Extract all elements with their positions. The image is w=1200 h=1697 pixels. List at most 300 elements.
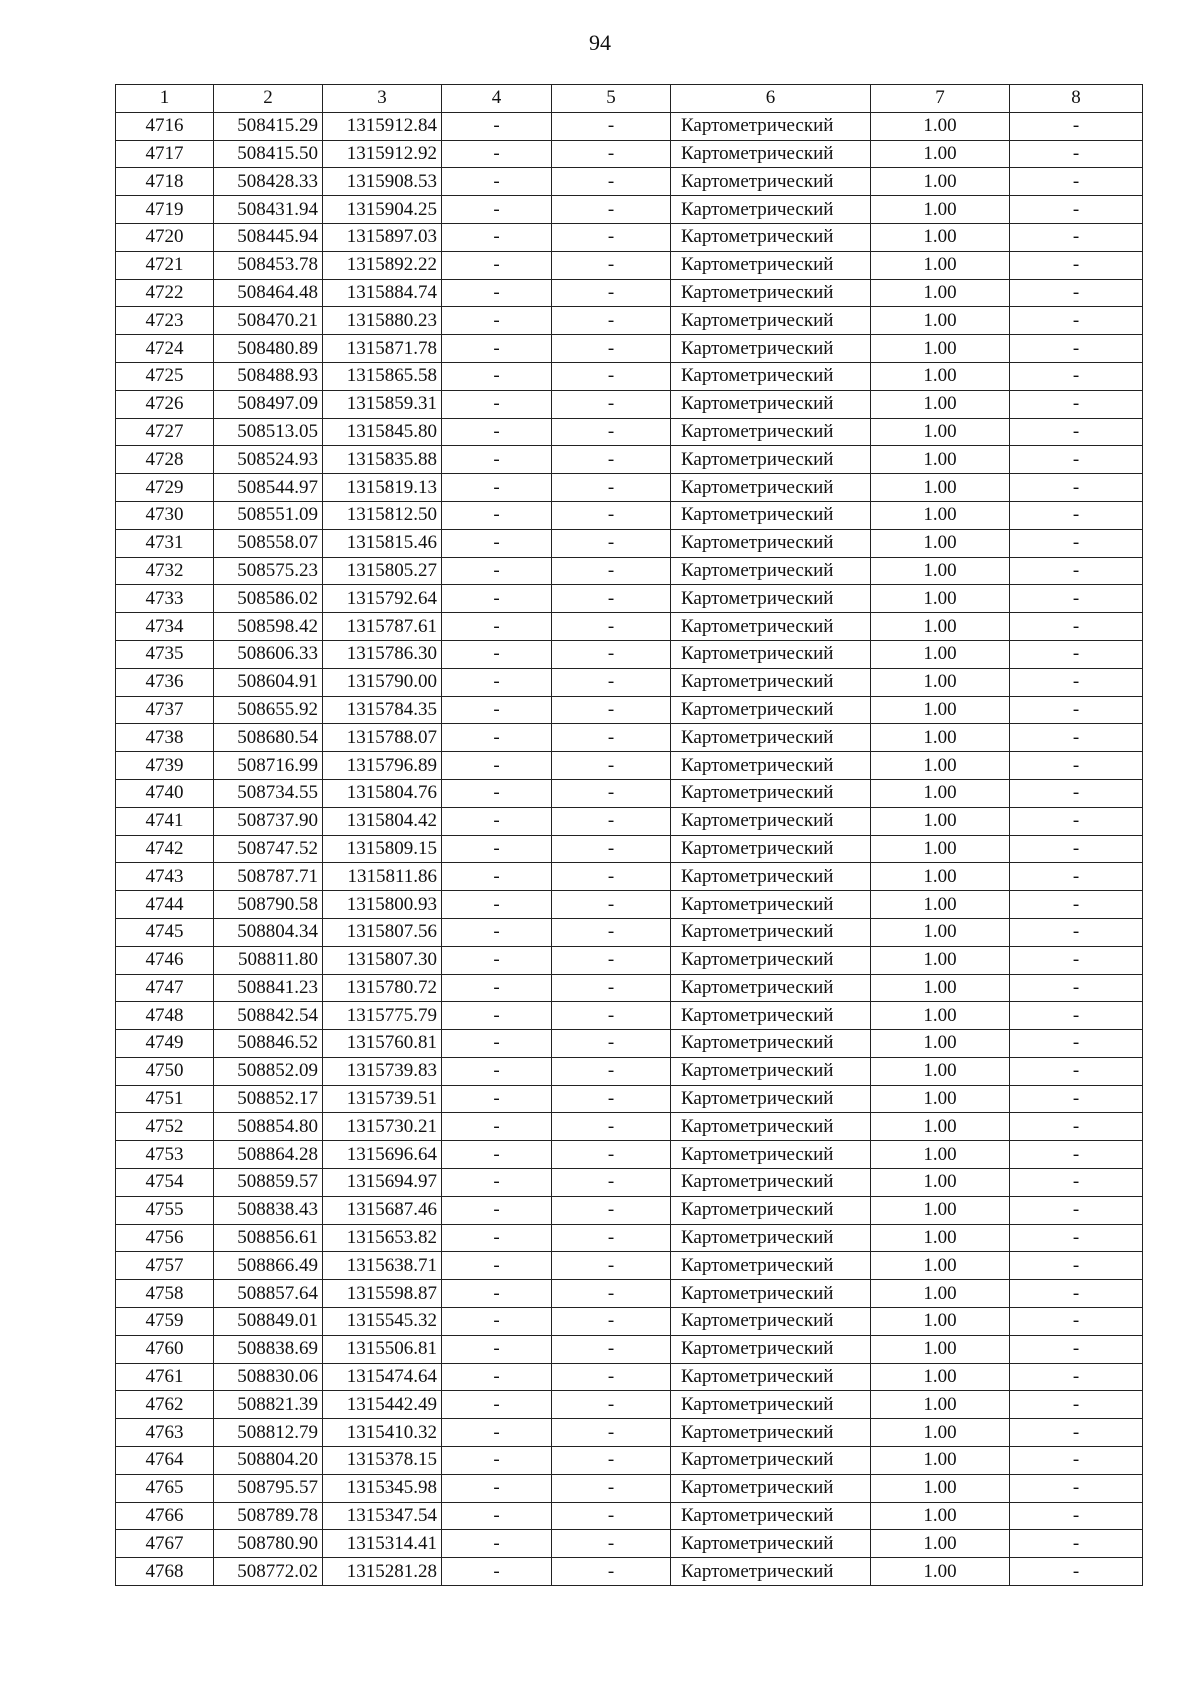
- point-number-cell: 4723: [116, 307, 214, 335]
- method-cell: Картометрический: [671, 168, 871, 196]
- x-coordinate-cell: 508821.39: [214, 1391, 323, 1419]
- col8-cell: -: [1010, 1252, 1143, 1280]
- table-row: [116, 668, 1143, 696]
- x-coordinate-cell: 508428.33: [214, 168, 323, 196]
- col5-cell: -: [552, 696, 671, 724]
- method-cell: Картометрический: [671, 140, 871, 168]
- y-coordinate-cell: 1315281.28: [323, 1558, 442, 1586]
- y-coordinate-cell: 1315786.30: [323, 640, 442, 668]
- method-cell: Картометрический: [671, 307, 871, 335]
- x-coordinate-cell: 508864.28: [214, 1141, 323, 1169]
- col5-cell: -: [552, 779, 671, 807]
- y-coordinate-cell: 1315807.56: [323, 918, 442, 946]
- y-coordinate-cell: 1315790.00: [323, 668, 442, 696]
- col8-cell: -: [1010, 1002, 1143, 1030]
- point-number-cell: 4757: [116, 1252, 214, 1280]
- table-row: [116, 613, 1143, 641]
- method-cell: Картометрический: [671, 752, 871, 780]
- col5-cell: -: [552, 196, 671, 224]
- table-header-row: [116, 85, 1143, 113]
- method-cell: Картометрический: [671, 1558, 871, 1586]
- point-number-cell: 4765: [116, 1474, 214, 1502]
- accuracy-cell: 1.00: [871, 585, 1010, 613]
- y-coordinate-cell: 1315796.89: [323, 752, 442, 780]
- col8-cell: -: [1010, 501, 1143, 529]
- method-cell: Картометрический: [671, 640, 871, 668]
- method-cell: Картометрический: [671, 223, 871, 251]
- col4-cell: -: [442, 974, 552, 1002]
- x-coordinate-cell: 508838.43: [214, 1196, 323, 1224]
- x-coordinate-cell: 508787.71: [214, 863, 323, 891]
- accuracy-cell: 1.00: [871, 640, 1010, 668]
- y-coordinate-cell: 1315506.81: [323, 1335, 442, 1363]
- table-row: [116, 1141, 1143, 1169]
- col5-cell: -: [552, 1057, 671, 1085]
- point-number-cell: 4762: [116, 1391, 214, 1419]
- col8-cell: -: [1010, 223, 1143, 251]
- method-cell: Картометрический: [671, 1002, 871, 1030]
- x-coordinate-cell: 508857.64: [214, 1280, 323, 1308]
- col8-cell: -: [1010, 557, 1143, 585]
- col4-cell: -: [442, 1252, 552, 1280]
- col4-cell: -: [442, 1141, 552, 1169]
- col8-cell: -: [1010, 974, 1143, 1002]
- col4-cell: -: [442, 918, 552, 946]
- x-coordinate-cell: 508480.89: [214, 335, 323, 363]
- col4-cell: -: [442, 1280, 552, 1308]
- y-coordinate-cell: 1315845.80: [323, 418, 442, 446]
- y-coordinate-cell: 1315638.71: [323, 1252, 442, 1280]
- x-coordinate-cell: 508431.94: [214, 196, 323, 224]
- col5-cell: -: [552, 140, 671, 168]
- y-coordinate-cell: 1315694.97: [323, 1169, 442, 1197]
- method-cell: Картометрический: [671, 1474, 871, 1502]
- col8-cell: -: [1010, 1280, 1143, 1308]
- y-coordinate-cell: 1315730.21: [323, 1113, 442, 1141]
- col8-cell: -: [1010, 335, 1143, 363]
- x-coordinate-cell: 508859.57: [214, 1169, 323, 1197]
- point-number-cell: 4750: [116, 1057, 214, 1085]
- x-coordinate-cell: 508604.91: [214, 668, 323, 696]
- table-row: [116, 863, 1143, 891]
- col4-cell: -: [442, 1502, 552, 1530]
- point-number-cell: 4754: [116, 1169, 214, 1197]
- col8-cell: -: [1010, 1530, 1143, 1558]
- method-cell: Картометрический: [671, 1530, 871, 1558]
- col8-cell: -: [1010, 529, 1143, 557]
- point-number-cell: 4728: [116, 446, 214, 474]
- y-coordinate-cell: 1315812.50: [323, 501, 442, 529]
- col4-cell: -: [442, 529, 552, 557]
- x-coordinate-cell: 508838.69: [214, 1335, 323, 1363]
- point-number-cell: 4727: [116, 418, 214, 446]
- y-coordinate-cell: 1315804.76: [323, 779, 442, 807]
- table-row: [116, 307, 1143, 335]
- x-coordinate-cell: 508854.80: [214, 1113, 323, 1141]
- method-cell: Картометрический: [671, 446, 871, 474]
- accuracy-cell: 1.00: [871, 1363, 1010, 1391]
- accuracy-cell: 1.00: [871, 279, 1010, 307]
- accuracy-cell: 1.00: [871, 779, 1010, 807]
- method-cell: Картометрический: [671, 946, 871, 974]
- x-coordinate-cell: 508415.50: [214, 140, 323, 168]
- col5-cell: -: [552, 362, 671, 390]
- point-number-cell: 4724: [116, 335, 214, 363]
- point-number-cell: 4733: [116, 585, 214, 613]
- col8-cell: -: [1010, 362, 1143, 390]
- col8-cell: -: [1010, 946, 1143, 974]
- col5-cell: -: [552, 918, 671, 946]
- col4-cell: -: [442, 112, 552, 140]
- accuracy-cell: 1.00: [871, 1002, 1010, 1030]
- point-number-cell: 4751: [116, 1085, 214, 1113]
- table-row: [116, 1558, 1143, 1586]
- point-number-cell: 4735: [116, 640, 214, 668]
- accuracy-cell: 1.00: [871, 362, 1010, 390]
- method-cell: Картометрический: [671, 696, 871, 724]
- col8-cell: -: [1010, 863, 1143, 891]
- header-cell: 3: [323, 85, 442, 113]
- col4-cell: -: [442, 1419, 552, 1447]
- col8-cell: -: [1010, 1363, 1143, 1391]
- x-coordinate-cell: 508544.97: [214, 474, 323, 502]
- table-row: [116, 1252, 1143, 1280]
- accuracy-cell: 1.00: [871, 1391, 1010, 1419]
- accuracy-cell: 1.00: [871, 1308, 1010, 1336]
- accuracy-cell: 1.00: [871, 974, 1010, 1002]
- col8-cell: -: [1010, 1502, 1143, 1530]
- point-number-cell: 4743: [116, 863, 214, 891]
- x-coordinate-cell: 508488.93: [214, 362, 323, 390]
- accuracy-cell: 1.00: [871, 863, 1010, 891]
- point-number-cell: 4745: [116, 918, 214, 946]
- table-row: [116, 696, 1143, 724]
- accuracy-cell: 1.00: [871, 1419, 1010, 1447]
- accuracy-cell: 1.00: [871, 1030, 1010, 1058]
- col5-cell: -: [552, 307, 671, 335]
- col5-cell: -: [552, 1363, 671, 1391]
- table-row: [116, 1280, 1143, 1308]
- y-coordinate-cell: 1315807.30: [323, 946, 442, 974]
- col5-cell: -: [552, 668, 671, 696]
- point-number-cell: 4730: [116, 501, 214, 529]
- point-number-cell: 4726: [116, 390, 214, 418]
- table-row: [116, 335, 1143, 363]
- method-cell: Картометрический: [671, 1141, 871, 1169]
- y-coordinate-cell: 1315871.78: [323, 335, 442, 363]
- accuracy-cell: 1.00: [871, 1057, 1010, 1085]
- col5-cell: -: [552, 1391, 671, 1419]
- accuracy-cell: 1.00: [871, 891, 1010, 919]
- point-number-cell: 4764: [116, 1447, 214, 1475]
- method-cell: Картометрический: [671, 474, 871, 502]
- table-row: [116, 1002, 1143, 1030]
- col4-cell: -: [442, 1002, 552, 1030]
- col4-cell: -: [442, 1391, 552, 1419]
- table-row: [116, 918, 1143, 946]
- y-coordinate-cell: 1315345.98: [323, 1474, 442, 1502]
- accuracy-cell: 1.00: [871, 918, 1010, 946]
- method-cell: Картометрический: [671, 1308, 871, 1336]
- col8-cell: -: [1010, 1057, 1143, 1085]
- accuracy-cell: 1.00: [871, 112, 1010, 140]
- col5-cell: -: [552, 640, 671, 668]
- header-cell: 5: [552, 85, 671, 113]
- y-coordinate-cell: 1315545.32: [323, 1308, 442, 1336]
- x-coordinate-cell: 508606.33: [214, 640, 323, 668]
- col8-cell: -: [1010, 140, 1143, 168]
- x-coordinate-cell: 508464.48: [214, 279, 323, 307]
- table-row: [116, 1113, 1143, 1141]
- method-cell: Картометрический: [671, 724, 871, 752]
- header-cell: 1: [116, 85, 214, 113]
- table-row: [116, 807, 1143, 835]
- accuracy-cell: 1.00: [871, 446, 1010, 474]
- col4-cell: -: [442, 835, 552, 863]
- point-number-cell: 4742: [116, 835, 214, 863]
- x-coordinate-cell: 508795.57: [214, 1474, 323, 1502]
- method-cell: Картометрический: [671, 1391, 871, 1419]
- col4-cell: -: [442, 1558, 552, 1586]
- accuracy-cell: 1.00: [871, 140, 1010, 168]
- table-row: [116, 1419, 1143, 1447]
- col8-cell: -: [1010, 1447, 1143, 1475]
- col4-cell: -: [442, 724, 552, 752]
- y-coordinate-cell: 1315347.54: [323, 1502, 442, 1530]
- x-coordinate-cell: 508470.21: [214, 307, 323, 335]
- table-row: [116, 835, 1143, 863]
- col8-cell: -: [1010, 390, 1143, 418]
- method-cell: Картометрический: [671, 1057, 871, 1085]
- x-coordinate-cell: 508842.54: [214, 1002, 323, 1030]
- y-coordinate-cell: 1315792.64: [323, 585, 442, 613]
- x-coordinate-cell: 508655.92: [214, 696, 323, 724]
- point-number-cell: 4760: [116, 1335, 214, 1363]
- table-body: [116, 112, 1143, 1585]
- point-number-cell: 4766: [116, 1502, 214, 1530]
- accuracy-cell: 1.00: [871, 1252, 1010, 1280]
- col4-cell: -: [442, 1474, 552, 1502]
- col5-cell: -: [552, 112, 671, 140]
- col4-cell: -: [442, 1196, 552, 1224]
- y-coordinate-cell: 1315687.46: [323, 1196, 442, 1224]
- col4-cell: -: [442, 779, 552, 807]
- col5-cell: -: [552, 1030, 671, 1058]
- table-row: [116, 1169, 1143, 1197]
- method-cell: Картометрический: [671, 668, 871, 696]
- point-number-cell: 4744: [116, 891, 214, 919]
- y-coordinate-cell: 1315780.72: [323, 974, 442, 1002]
- point-number-cell: 4732: [116, 557, 214, 585]
- point-number-cell: 4722: [116, 279, 214, 307]
- coordinates-table: [115, 84, 1143, 1586]
- method-cell: Картометрический: [671, 807, 871, 835]
- x-coordinate-cell: 508747.52: [214, 835, 323, 863]
- x-coordinate-cell: 508497.09: [214, 390, 323, 418]
- y-coordinate-cell: 1315314.41: [323, 1530, 442, 1558]
- accuracy-cell: 1.00: [871, 557, 1010, 585]
- x-coordinate-cell: 508866.49: [214, 1252, 323, 1280]
- y-coordinate-cell: 1315892.22: [323, 251, 442, 279]
- col5-cell: -: [552, 1335, 671, 1363]
- method-cell: Картометрический: [671, 1224, 871, 1252]
- x-coordinate-cell: 508586.02: [214, 585, 323, 613]
- col4-cell: -: [442, 140, 552, 168]
- method-cell: Картометрический: [671, 779, 871, 807]
- col4-cell: -: [442, 613, 552, 641]
- accuracy-cell: 1.00: [871, 335, 1010, 363]
- table-row: [116, 474, 1143, 502]
- y-coordinate-cell: 1315804.42: [323, 807, 442, 835]
- col5-cell: -: [552, 613, 671, 641]
- x-coordinate-cell: 508789.78: [214, 1502, 323, 1530]
- table-row: [116, 946, 1143, 974]
- y-coordinate-cell: 1315904.25: [323, 196, 442, 224]
- col4-cell: -: [442, 390, 552, 418]
- col8-cell: -: [1010, 168, 1143, 196]
- y-coordinate-cell: 1315908.53: [323, 168, 442, 196]
- point-number-cell: 4739: [116, 752, 214, 780]
- col4-cell: -: [442, 1530, 552, 1558]
- col5-cell: -: [552, 446, 671, 474]
- header-cell: 4: [442, 85, 552, 113]
- y-coordinate-cell: 1315598.87: [323, 1280, 442, 1308]
- y-coordinate-cell: 1315788.07: [323, 724, 442, 752]
- col5-cell: -: [552, 418, 671, 446]
- col5-cell: -: [552, 807, 671, 835]
- table-row: [116, 640, 1143, 668]
- col8-cell: -: [1010, 752, 1143, 780]
- y-coordinate-cell: 1315800.93: [323, 891, 442, 919]
- accuracy-cell: 1.00: [871, 223, 1010, 251]
- col8-cell: -: [1010, 613, 1143, 641]
- y-coordinate-cell: 1315653.82: [323, 1224, 442, 1252]
- table-row: [116, 390, 1143, 418]
- x-coordinate-cell: 508415.29: [214, 112, 323, 140]
- col4-cell: -: [442, 668, 552, 696]
- method-cell: Картометрический: [671, 1335, 871, 1363]
- col4-cell: -: [442, 1363, 552, 1391]
- x-coordinate-cell: 508734.55: [214, 779, 323, 807]
- col5-cell: -: [552, 279, 671, 307]
- col4-cell: -: [442, 585, 552, 613]
- table-row: [116, 529, 1143, 557]
- method-cell: Картометрический: [671, 1280, 871, 1308]
- col4-cell: -: [442, 1169, 552, 1197]
- method-cell: Картометрический: [671, 1447, 871, 1475]
- col4-cell: -: [442, 251, 552, 279]
- point-number-cell: 4748: [116, 1002, 214, 1030]
- y-coordinate-cell: 1315912.84: [323, 112, 442, 140]
- point-number-cell: 4736: [116, 668, 214, 696]
- col5-cell: -: [552, 251, 671, 279]
- col4-cell: -: [442, 1335, 552, 1363]
- table-row: [116, 585, 1143, 613]
- method-cell: Картометрический: [671, 501, 871, 529]
- table-row: [116, 1196, 1143, 1224]
- accuracy-cell: 1.00: [871, 251, 1010, 279]
- point-number-cell: 4746: [116, 946, 214, 974]
- y-coordinate-cell: 1315775.79: [323, 1002, 442, 1030]
- point-number-cell: 4747: [116, 974, 214, 1002]
- table-row: [116, 251, 1143, 279]
- col8-cell: -: [1010, 418, 1143, 446]
- col4-cell: -: [442, 807, 552, 835]
- method-cell: Картометрический: [671, 112, 871, 140]
- x-coordinate-cell: 508445.94: [214, 223, 323, 251]
- col8-cell: -: [1010, 668, 1143, 696]
- point-number-cell: 4716: [116, 112, 214, 140]
- col5-cell: -: [552, 1308, 671, 1336]
- col5-cell: -: [552, 501, 671, 529]
- col8-cell: -: [1010, 724, 1143, 752]
- x-coordinate-cell: 508804.34: [214, 918, 323, 946]
- method-cell: Картометрический: [671, 418, 871, 446]
- col5-cell: -: [552, 946, 671, 974]
- table-row: [116, 1057, 1143, 1085]
- accuracy-cell: 1.00: [871, 390, 1010, 418]
- col4-cell: -: [442, 863, 552, 891]
- point-number-cell: 4734: [116, 613, 214, 641]
- point-number-cell: 4759: [116, 1308, 214, 1336]
- col8-cell: -: [1010, 779, 1143, 807]
- table-row: [116, 1474, 1143, 1502]
- accuracy-cell: 1.00: [871, 529, 1010, 557]
- col8-cell: -: [1010, 1113, 1143, 1141]
- x-coordinate-cell: 508830.06: [214, 1363, 323, 1391]
- header-cell: 6: [671, 85, 871, 113]
- col8-cell: -: [1010, 1169, 1143, 1197]
- x-coordinate-cell: 508804.20: [214, 1447, 323, 1475]
- col8-cell: -: [1010, 1335, 1143, 1363]
- accuracy-cell: 1.00: [871, 474, 1010, 502]
- accuracy-cell: 1.00: [871, 724, 1010, 752]
- accuracy-cell: 1.00: [871, 835, 1010, 863]
- col5-cell: -: [552, 585, 671, 613]
- page-number: 94: [589, 30, 611, 55]
- accuracy-cell: 1.00: [871, 613, 1010, 641]
- col4-cell: -: [442, 168, 552, 196]
- col5-cell: -: [552, 891, 671, 919]
- col8-cell: -: [1010, 891, 1143, 919]
- accuracy-cell: 1.00: [871, 1558, 1010, 1586]
- method-cell: Картометрический: [671, 529, 871, 557]
- col5-cell: -: [552, 1169, 671, 1197]
- col8-cell: -: [1010, 585, 1143, 613]
- accuracy-cell: 1.00: [871, 1113, 1010, 1141]
- col4-cell: -: [442, 223, 552, 251]
- method-cell: Картометрический: [671, 585, 871, 613]
- point-number-cell: 4738: [116, 724, 214, 752]
- col5-cell: -: [552, 335, 671, 363]
- x-coordinate-cell: 508846.52: [214, 1030, 323, 1058]
- col4-cell: -: [442, 557, 552, 585]
- accuracy-cell: 1.00: [871, 1502, 1010, 1530]
- accuracy-cell: 1.00: [871, 1085, 1010, 1113]
- col5-cell: -: [552, 168, 671, 196]
- col8-cell: -: [1010, 1474, 1143, 1502]
- x-coordinate-cell: 508598.42: [214, 613, 323, 641]
- method-cell: Картометрический: [671, 1252, 871, 1280]
- point-number-cell: 4731: [116, 529, 214, 557]
- col5-cell: -: [552, 974, 671, 1002]
- col5-cell: -: [552, 1113, 671, 1141]
- col5-cell: -: [552, 1196, 671, 1224]
- x-coordinate-cell: 508841.23: [214, 974, 323, 1002]
- col4-cell: -: [442, 1057, 552, 1085]
- col8-cell: -: [1010, 279, 1143, 307]
- table-row: [116, 140, 1143, 168]
